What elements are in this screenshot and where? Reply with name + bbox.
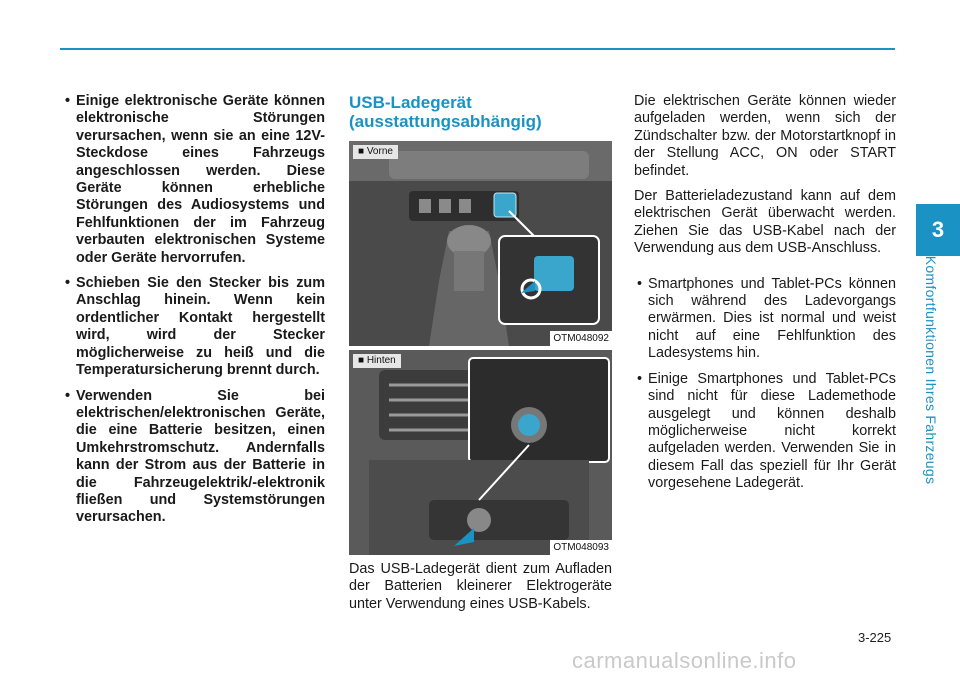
list-item: • Einige elektronische Geräte können elektronische Störungen verursachen, wenn sie an eine 12V-Steckdose eines Fahrzeugs angeschlossen werden. Diese Geräte können erhebliche Störungen des Audiosystems und Fehlfunktionen der im Fahrzeug verbauten elektronischen Systeme oder Geräte hervorrufen. <box>62 93 325 267</box>
list-item: • Smartphones und Tablet-PCs können sich während des Ladevorgangs erwärmen. Dies ist normal und weist nicht auf eine Fehlfunktion des Ladesystems hin. <box>634 276 896 363</box>
figure-label: ■ Vorne <box>353 145 398 159</box>
header-rule <box>60 48 895 50</box>
section-heading: USB-Ladegerät (ausstattungsabhängig) <box>349 93 542 131</box>
usb-description: Das USB-Ladegerät dient zum Aufladen der Batterien kleinerer Elektrogeräte unter Verwendung eines USB-Kabels. <box>349 561 612 612</box>
column-left <box>62 93 325 535</box>
front-console-illustration <box>349 141 612 346</box>
figure-code: OTM048093 <box>550 540 612 555</box>
paragraph: Der Batterieladezustand kann auf dem elektrischen Gerät überwacht werden. Ziehen Sie das USB-Kabel nach der Verwendung aus dem USB-Anschluss. <box>634 188 896 257</box>
list-item: • Verwenden Sie bei elektrischen/elektronischen Geräte, die eine Batterie besitzen, einen Umkehrstromschutz. Andernfalls kann der Strom aus der Batterie in die Fahrzeugelektrik/-elektronik fließen und Systemstörungen verursachen. <box>62 388 325 527</box>
figure-code: OTM048092 <box>550 331 612 346</box>
page-number: 3-225 <box>858 630 892 645</box>
chapter-number: 3 <box>931 217 945 242</box>
column-right <box>634 93 896 501</box>
list-item: • Einige Smartphones und Tablet-PCs sind nicht für diese Lademethode ausgelegt und können deshalb möglicherweise nicht korrekt aufgeladen werden. Verwenden Sie in diesem Fall das speziell für Ihr Gerät vorgesehene Ladegerät. <box>634 371 896 493</box>
chapter-tab <box>916 204 960 256</box>
column-middle <box>349 93 612 621</box>
figure-label: ■ Hinten <box>353 354 401 368</box>
warning-list <box>62 93 325 527</box>
info-list <box>634 276 896 493</box>
chapter-title: Komfortfunktionen Ihres Fahrzeugs <box>923 255 939 485</box>
rear-console-illustration <box>349 350 612 555</box>
figure-rear-usb <box>349 350 612 555</box>
list-item: • Schieben Sie den Stecker bis zum Anschlag hinein. Wenn kein ordentlicher Kontakt hergestellt wird, wird der Stecker möglicherweise zu heiß und die Temperatursicherung brennt durch. <box>62 275 325 379</box>
figure-front-usb <box>349 141 612 346</box>
watermark: carmanualsonline.info <box>572 648 797 673</box>
paragraph: Die elektrischen Geräte können wieder aufgeladen werden, wenn sich der Zündschalter bzw. der Motorstartknopf in der Stellung ACC, ON oder START befindet. <box>634 93 896 179</box>
